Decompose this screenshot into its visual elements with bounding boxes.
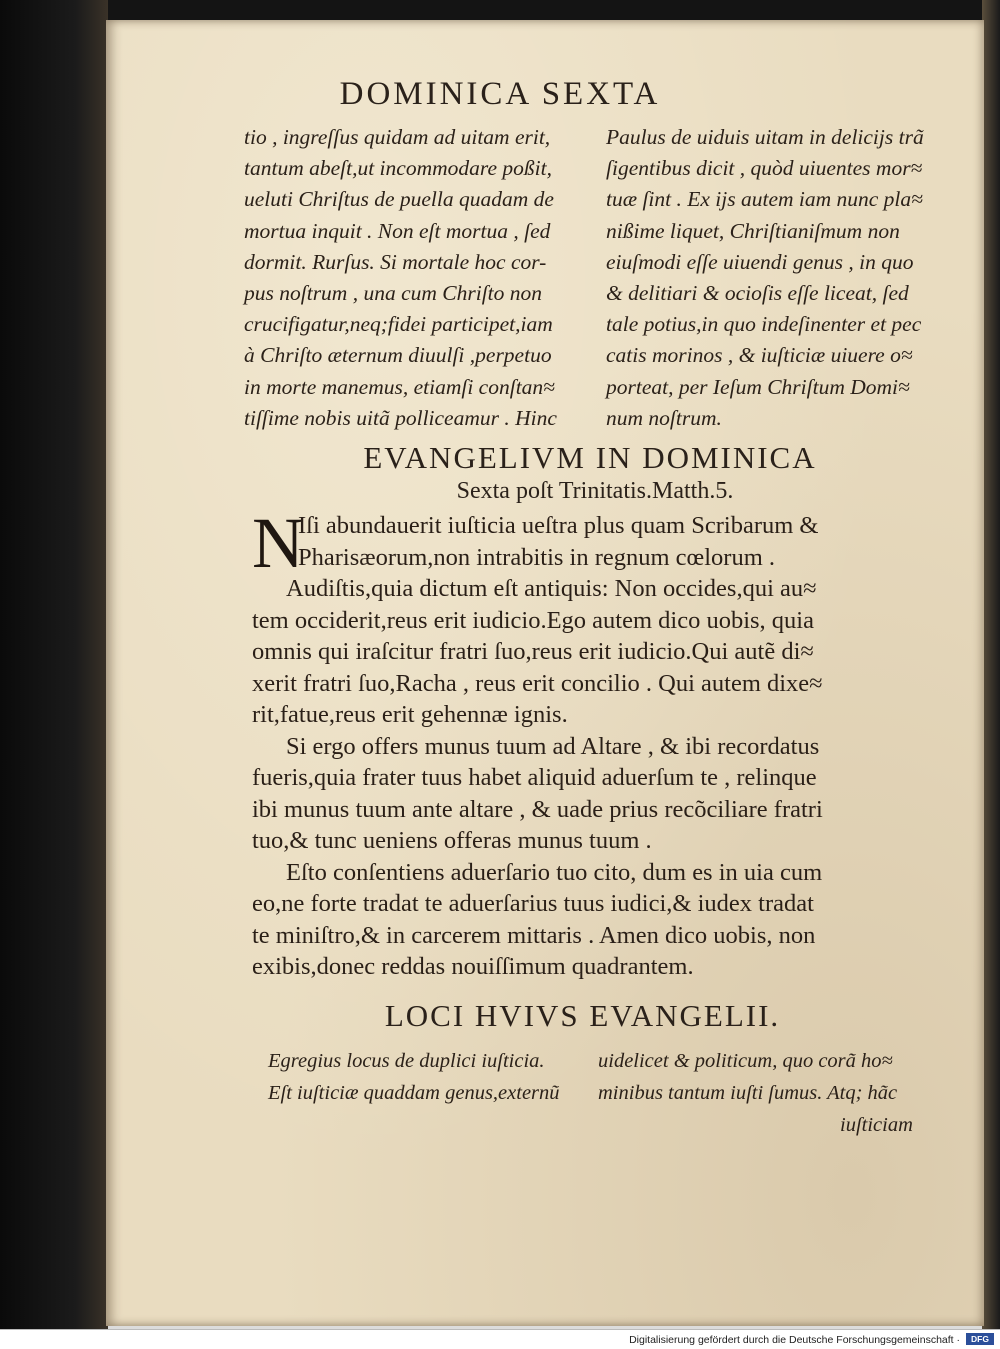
gospel-subheading: Sexta poſt Trinitatis.Matth.5. [456, 478, 734, 504]
text-line: tiſſime nobis uitã polliceamur . Hinc [244, 405, 557, 430]
text-line: tuæ ſint . Ex ijs autem iam nunc pla≈ [606, 187, 923, 212]
running-head: DOMINICA SEXTA [339, 76, 661, 112]
text-line: omnis qui iraſcitur fratri ſuo,reus erit iudicio.Qui autẽ di≈ [252, 638, 814, 665]
text-line: ueluti Chriſtus de puella quadam de [244, 187, 554, 212]
text-line: te miniſtro,& in carcerem mittaris . Amen dico uobis, non [252, 921, 816, 949]
left-column [244, 122, 594, 434]
footer-bar [0, 1329, 1000, 1349]
text-line: ibi munus tuum ante altare , & uade prius recõciliare fratri [252, 795, 823, 823]
text-line: & delitiari & ocioſis eſſe liceat, ſed [606, 280, 909, 305]
text-line: rit,fatue,reus erit gehennæ ignis. [252, 701, 568, 728]
text-line: porteat, per Ieſum Chriſtum Domi≈ [606, 374, 910, 399]
text-line: uidelicet & politicum, quo corã ho≈ [598, 1050, 893, 1072]
text-line: tantum abeſt,ut incommodare poßit, [244, 156, 552, 181]
text-line: fueris,quia frater tuus habet aliquid aduerſum te , relinque [252, 764, 817, 791]
scan-top-edge [0, 0, 1000, 22]
text-line: eo,ne forte tradat te aduerſarius tuus iudici,& iudex tradat [252, 890, 814, 917]
text-line: Eſt iuſticiæ quaddam genus,externũ [268, 1082, 560, 1104]
text-line: Egregius locus de duplici iuſticia. [268, 1050, 545, 1072]
right-column [606, 122, 946, 434]
gospel-body [252, 503, 942, 983]
scan-right-edge [982, 0, 1000, 1330]
funding-notice: Digitalisierung gefördert durch die Deutsche Forschungsgemeinschaft · [629, 1334, 960, 1346]
text-line: ſigentibus dicit , quòd uiuentes mor≈ [606, 156, 923, 181]
text-line: Iſi abundauerit iuſticia ueſtra plus quam Scribarum & [298, 512, 819, 539]
text-line: à Chriſto æternum diuulſi ,perpetuo [244, 343, 552, 368]
catchword: iuſticiam [840, 1114, 913, 1136]
text-line: tio , ingreſſus quidam ad uitam erit, [244, 125, 551, 149]
dfg-logo: DFG [966, 1333, 994, 1345]
text-line: in morte manemus, etiamſi conſtan≈ [244, 374, 555, 399]
text-line: tale potius,in quo indeſinenter et pec [606, 312, 922, 337]
text-line: minibus tantum iuſti ſumus. Atq; hãc [598, 1082, 898, 1104]
text-line: Paulus de uiduis uitam in delicijs trã [606, 125, 924, 149]
loci-heading: LOCI HVIVS EVANGELII. [384, 998, 781, 1033]
text-line: Eſto conſentiens aduerſario tuo cito, dum es in uia cum [286, 858, 823, 886]
text-line: tuo,& tunc ueniens offeras munus tuum . [252, 827, 652, 854]
text-line: Si ergo offers munus tuum ad Altare , & ibi recordatus [286, 732, 820, 760]
gospel-heading: EVANGELIVM IN DOMINICA [363, 440, 817, 475]
text-line: nißime liquet, Chriſtianiſmum non [606, 218, 900, 243]
book-binding [0, 0, 108, 1330]
text-line: catis morinos , & iuſticiæ uiuere o≈ [606, 343, 913, 368]
text-line: Audiſtis,quia dictum eſt antiquis: Non occides,qui au≈ [286, 575, 817, 602]
text-line: Pharisæorum,non intrabitis in regnum cœlorum . [298, 543, 776, 571]
text-line: dormit. Rurſus. Si mortale hoc cor- [244, 249, 547, 274]
text-line: mortua inquit . Non eſt mortua , ſed [244, 218, 551, 243]
drop-cap: N [252, 503, 304, 583]
text-line: exibis,donec reddas nouiſſimum quadrantem. [252, 953, 694, 980]
text-line: xerit fratri ſuo,Racha , reus erit concilio . Qui autem dixe≈ [252, 669, 823, 697]
text-line: tem occiderit,reus erit iudicio.Ego autem dico uobis, quia [252, 606, 814, 634]
text-line: pus noſtrum , una cum Chriſto non [244, 280, 543, 305]
text-line: num noſtrum. [606, 405, 722, 430]
text-line: crucifigatur,neq;fidei participet,iam [244, 312, 553, 337]
text-line: eiuſmodi eſſe uiuendi genus , in quo [606, 249, 914, 274]
